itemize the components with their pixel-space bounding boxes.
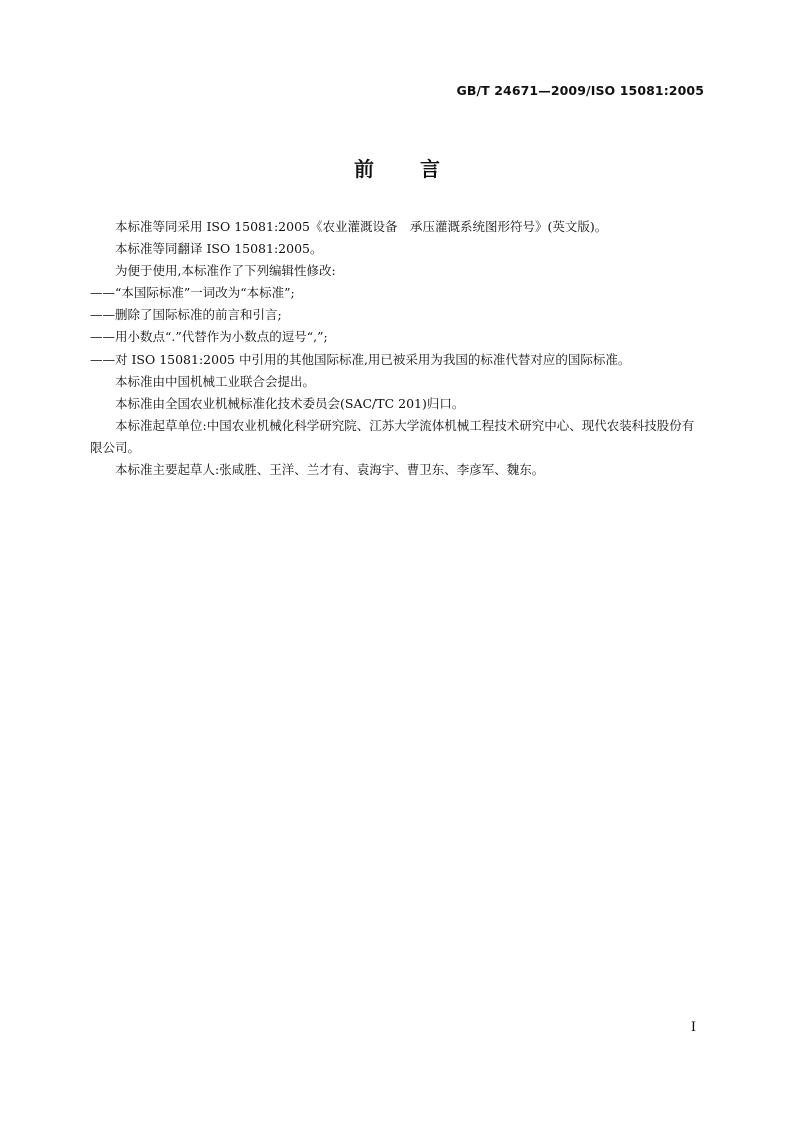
paragraph-adoption: 本标准等同采用 ISO 15081:2005《农业灌溉设备 承压灌溉系统图形符号》(英文版)。 bbox=[115, 219, 608, 234]
paragraph-drafting-units: 本标准起草单位:中国农业机械化科学研究院、江苏大学流体机械工程技术研究中心、现代农装科技股份有限公司。 bbox=[90, 417, 695, 455]
paragraph-translation: 本标准等同翻译 ISO 15081:2005。 bbox=[115, 241, 323, 257]
paragraph-drafters: 本标准主要起草人:张咸胜、王洋、兰才有、袁海宇、曹卫东、李彦军、魏东。 bbox=[115, 462, 545, 478]
paragraph-edits-intro: 为便于使用,本标准作了下列编辑性修改: bbox=[115, 263, 336, 279]
paragraph-committee: 本标准由全国农业机械标准化技术委员会(SAC/TC 201)归口。 bbox=[115, 395, 465, 411]
list-item-edit-2: ——删除了国际标准的前言和引言; bbox=[90, 307, 282, 323]
page-number: I bbox=[690, 1020, 696, 1035]
list-item-edit-3: ——用小数点“.”代替作为小数点的逗号“,”; bbox=[90, 329, 328, 345]
list-item-edit-4: ——对 ISO 15081:2005 中引用的其他国际标准,用已被采用为我国的标准代替对应的国际标准。 bbox=[90, 351, 631, 367]
list-item-edit-1: ——“本国际标准”一词改为“本标准”; bbox=[90, 285, 295, 301]
standard-code: GB/T 24671—2009/ISO 15081:2005 bbox=[456, 83, 704, 98]
paragraph-proposer: 本标准由中国机械工业联合会提出。 bbox=[115, 373, 316, 389]
foreword-body bbox=[90, 216, 706, 481]
page-title: 前言 bbox=[354, 157, 486, 181]
